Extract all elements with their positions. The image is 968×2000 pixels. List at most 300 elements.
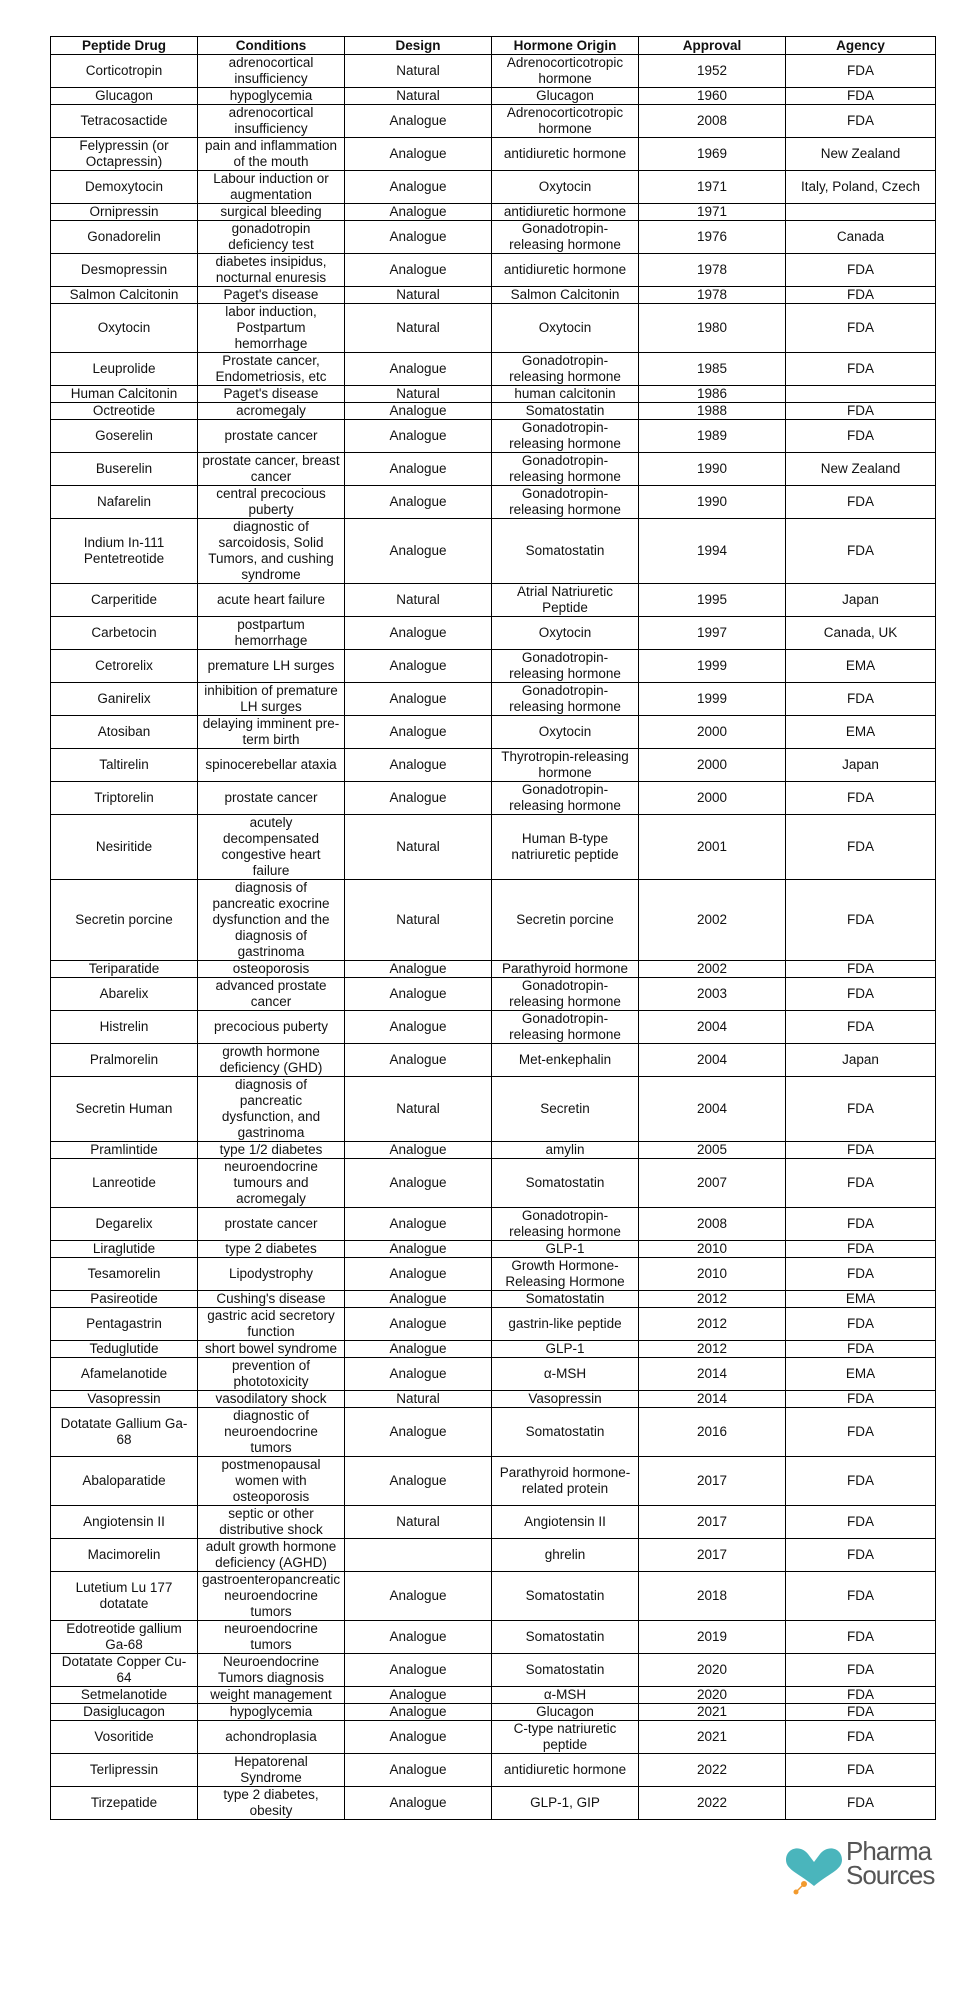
table-cell: FDA: [786, 486, 936, 519]
table-header-row: [51, 37, 936, 55]
table-cell: C-type natriuretic peptide: [492, 1721, 639, 1754]
table-cell: Met-enkephalin: [492, 1044, 639, 1077]
table-cell: FDA: [786, 1142, 936, 1159]
table-cell: FDA: [786, 978, 936, 1011]
table-cell: Cetrorelix: [51, 650, 198, 683]
table-cell: Prostate cancer, Endometriosis, etc: [198, 353, 345, 386]
table-cell: Teriparatide: [51, 961, 198, 978]
table-cell: FDA: [786, 1077, 936, 1142]
table-cell: FDA: [786, 304, 936, 353]
table-cell: Natural: [345, 55, 492, 88]
table-cell: 1952: [639, 55, 786, 88]
table-cell: 1990: [639, 486, 786, 519]
table-cell: 2007: [639, 1159, 786, 1208]
table-row: [51, 1391, 936, 1408]
table-row: [51, 1258, 936, 1291]
table-row: [51, 584, 936, 617]
table-cell: 1976: [639, 221, 786, 254]
table-cell: Japan: [786, 1044, 936, 1077]
table-row: [51, 716, 936, 749]
table-cell: FDA: [786, 1687, 936, 1704]
table-cell: Natural: [345, 304, 492, 353]
table-cell: prostate cancer: [198, 420, 345, 453]
table-cell: Adrenocorticotropic hormone: [492, 105, 639, 138]
table-cell: FDA: [786, 1208, 936, 1241]
table-cell: Angiotensin II: [492, 1506, 639, 1539]
table-cell: Gonadotropin-releasing hormone: [492, 782, 639, 815]
table-row: [51, 88, 936, 105]
table-cell: Analogue: [345, 1341, 492, 1358]
table-row: [51, 287, 936, 304]
table-cell: 2016: [639, 1408, 786, 1457]
logo-mark-icon: [780, 1838, 850, 1898]
table-cell: Analogue: [345, 1787, 492, 1820]
table-row: [51, 304, 936, 353]
table-cell: surgical bleeding: [198, 204, 345, 221]
peptide-drug-table: [50, 36, 936, 1820]
table-cell: 2012: [639, 1308, 786, 1341]
table-cell: FDA: [786, 815, 936, 880]
table-cell: FDA: [786, 1308, 936, 1341]
table-cell: 2018: [639, 1572, 786, 1621]
table-cell: FDA: [786, 287, 936, 304]
table-cell: Natural: [345, 386, 492, 403]
table-cell: Analogue: [345, 1457, 492, 1506]
table-cell: 1990: [639, 453, 786, 486]
table-cell: Analogue: [345, 1159, 492, 1208]
table-cell: 2008: [639, 1208, 786, 1241]
table-cell: Nesiritide: [51, 815, 198, 880]
table-cell: 2017: [639, 1457, 786, 1506]
table-cell: delaying imminent pre-term birth: [198, 716, 345, 749]
table-cell: FDA: [786, 55, 936, 88]
table-cell: FDA: [786, 782, 936, 815]
table-cell: Salmon Calcitonin: [51, 287, 198, 304]
table-cell: 2005: [639, 1142, 786, 1159]
table-cell: Analogue: [345, 453, 492, 486]
table-cell: 2004: [639, 1011, 786, 1044]
table-cell: Cushing's disease: [198, 1291, 345, 1308]
table-cell: Hepatorenal Syndrome: [198, 1754, 345, 1787]
table-row: [51, 815, 936, 880]
table-cell: Gonadotropin-releasing hormone: [492, 683, 639, 716]
table-cell: Gonadotropin-releasing hormone: [492, 650, 639, 683]
table-cell: FDA: [786, 105, 936, 138]
table-cell: precocious puberty: [198, 1011, 345, 1044]
column-header: Agency: [786, 37, 936, 55]
table-cell: 2022: [639, 1754, 786, 1787]
table-cell: Gonadotropin-releasing hormone: [492, 486, 639, 519]
table-cell: Pasireotide: [51, 1291, 198, 1308]
table-cell: spinocerebellar ataxia: [198, 749, 345, 782]
table-cell: 1971: [639, 204, 786, 221]
table-cell: short bowel syndrome: [198, 1341, 345, 1358]
table-cell: FDA: [786, 1721, 936, 1754]
table-row: [51, 1208, 936, 1241]
table-cell: 2021: [639, 1704, 786, 1721]
table-cell: Nafarelin: [51, 486, 198, 519]
table-cell: postpartum hemorrhage: [198, 617, 345, 650]
table-cell: FDA: [786, 1506, 936, 1539]
table-cell: EMA: [786, 716, 936, 749]
table-cell: Somatostatin: [492, 1572, 639, 1621]
table-cell: Analogue: [345, 1142, 492, 1159]
table-row: [51, 386, 936, 403]
table-cell: FDA: [786, 1341, 936, 1358]
table-cell: prostate cancer, breast cancer: [198, 453, 345, 486]
table-cell: septic or other distributive shock: [198, 1506, 345, 1539]
table-cell: Pentagastrin: [51, 1308, 198, 1341]
table-row: [51, 204, 936, 221]
table-cell: Labour induction or augmentation: [198, 171, 345, 204]
table-cell: Vasopressin: [51, 1391, 198, 1408]
table-cell: Goserelin: [51, 420, 198, 453]
table-cell: weight management: [198, 1687, 345, 1704]
table-cell: Atrial Natriuretic Peptide: [492, 584, 639, 617]
table-cell: Carperitide: [51, 584, 198, 617]
table-cell: Tetracosactide: [51, 105, 198, 138]
table-cell: GLP-1: [492, 1241, 639, 1258]
table-row: [51, 1011, 936, 1044]
table-cell: 2020: [639, 1687, 786, 1704]
column-header: Design: [345, 37, 492, 55]
table-cell: Thyrotropin-releasing hormone: [492, 749, 639, 782]
table-cell: Oxytocin: [492, 171, 639, 204]
table-cell: 1969: [639, 138, 786, 171]
table-cell: 1995: [639, 584, 786, 617]
table-cell: Analogue: [345, 221, 492, 254]
table-cell: Analogue: [345, 1408, 492, 1457]
table-cell: Atosiban: [51, 716, 198, 749]
table-cell: FDA: [786, 880, 936, 961]
table-cell: 2010: [639, 1241, 786, 1258]
table-cell: Analogue: [345, 617, 492, 650]
table-row: [51, 1572, 936, 1621]
table-cell: gonadotropin deficiency test: [198, 221, 345, 254]
table-cell: Japan: [786, 749, 936, 782]
table-cell: Paget's disease: [198, 386, 345, 403]
column-header: Approval: [639, 37, 786, 55]
table-cell: FDA: [786, 1787, 936, 1820]
table-cell: Gonadotropin-releasing hormone: [492, 353, 639, 386]
table-cell: Natural: [345, 1506, 492, 1539]
table-cell: adult growth hormone deficiency (AGHD): [198, 1539, 345, 1572]
table-cell: antidiuretic hormone: [492, 254, 639, 287]
table-cell: Somatostatin: [492, 1408, 639, 1457]
table-cell: Lutetium Lu 177 dotatate: [51, 1572, 198, 1621]
table-cell: Parathyroid hormone: [492, 961, 639, 978]
table-cell: Pramlintide: [51, 1142, 198, 1159]
table-cell: gastrin-like peptide: [492, 1308, 639, 1341]
table-cell: Somatostatin: [492, 1654, 639, 1687]
table-cell: EMA: [786, 1358, 936, 1391]
table-cell: Analogue: [345, 1044, 492, 1077]
table-row: [51, 221, 936, 254]
table-cell: 2014: [639, 1358, 786, 1391]
table-cell: FDA: [786, 420, 936, 453]
table-cell: 2003: [639, 978, 786, 1011]
table-cell: α-MSH: [492, 1687, 639, 1704]
table-cell: Analogue: [345, 1241, 492, 1258]
table-cell: 1988: [639, 403, 786, 420]
table-cell: Gonadorelin: [51, 221, 198, 254]
table-cell: Secretin: [492, 1077, 639, 1142]
table-row: [51, 1077, 936, 1142]
table-cell: 2012: [639, 1341, 786, 1358]
table-cell: 1971: [639, 171, 786, 204]
table-row: [51, 453, 936, 486]
table-cell: 2010: [639, 1258, 786, 1291]
table-cell: neuroendocrine tumours and acromegaly: [198, 1159, 345, 1208]
table-row: [51, 880, 936, 961]
table-cell: Analogue: [345, 1754, 492, 1787]
table-cell: diabetes insipidus, nocturnal enuresis: [198, 254, 345, 287]
table-cell: FDA: [786, 254, 936, 287]
table-cell: Somatostatin: [492, 1291, 639, 1308]
table-cell: Tirzepatide: [51, 1787, 198, 1820]
table-cell: diagnostic of sarcoidosis, Solid Tumors, and cushing syndrome: [198, 519, 345, 584]
table-cell: Paget's disease: [198, 287, 345, 304]
table-cell: α-MSH: [492, 1358, 639, 1391]
table-cell: [345, 1539, 492, 1572]
table-cell: human calcitonin: [492, 386, 639, 403]
table-cell: 1989: [639, 420, 786, 453]
table-cell: Salmon Calcitonin: [492, 287, 639, 304]
table-cell: Analogue: [345, 1308, 492, 1341]
table-cell: Dasiglucagon: [51, 1704, 198, 1721]
table-cell: amylin: [492, 1142, 639, 1159]
table-cell: vasodilatory shock: [198, 1391, 345, 1408]
table-cell: Setmelanotide: [51, 1687, 198, 1704]
table-cell: acute heart failure: [198, 584, 345, 617]
table-row: [51, 486, 936, 519]
table-cell: achondroplasia: [198, 1721, 345, 1754]
table-cell: adrenocortical insufficiency: [198, 105, 345, 138]
table-cell: Analogue: [345, 1621, 492, 1654]
table-row: [51, 254, 936, 287]
table-cell: acutely decompensated congestive heart failure: [198, 815, 345, 880]
table-cell: 1980: [639, 304, 786, 353]
table-cell: Analogue: [345, 1291, 492, 1308]
table-cell: 2014: [639, 1391, 786, 1408]
table-cell: Growth Hormone-Releasing Hormone: [492, 1258, 639, 1291]
table-row: [51, 683, 936, 716]
table-cell: Lanreotide: [51, 1159, 198, 1208]
table-cell: Analogue: [345, 171, 492, 204]
table-cell: diagnostic of neuroendocrine tumors: [198, 1408, 345, 1457]
table-cell: Analogue: [345, 782, 492, 815]
table-cell: hypoglycemia: [198, 88, 345, 105]
table-cell: FDA: [786, 88, 936, 105]
table-cell: FDA: [786, 1621, 936, 1654]
table-cell: antidiuretic hormone: [492, 138, 639, 171]
table-row: [51, 1654, 936, 1687]
table-cell: Human B-type natriuretic peptide: [492, 815, 639, 880]
table-cell: New Zealand: [786, 453, 936, 486]
table-cell: growth hormone deficiency (GHD): [198, 1044, 345, 1077]
table-cell: Glucagon: [51, 88, 198, 105]
table-cell: diagnosis of pancreatic exocrine dysfunction and the diagnosis of gastrinoma: [198, 880, 345, 961]
table-cell: Vasopressin: [492, 1391, 639, 1408]
table-cell: Indium In-111 Pentetreotide: [51, 519, 198, 584]
column-header: Hormone Origin: [492, 37, 639, 55]
table-row: [51, 1787, 936, 1820]
table-cell: 2008: [639, 105, 786, 138]
table-cell: Taltirelin: [51, 749, 198, 782]
table-cell: Analogue: [345, 1572, 492, 1621]
table-cell: neuroendocrine tumors: [198, 1621, 345, 1654]
table-cell: prevention of phototoxicity: [198, 1358, 345, 1391]
table-cell: Secretin porcine: [492, 880, 639, 961]
table-cell: 1999: [639, 683, 786, 716]
table-cell: Natural: [345, 1391, 492, 1408]
table-cell: Octreotide: [51, 403, 198, 420]
table-cell: Lipodystrophy: [198, 1258, 345, 1291]
table-cell: [786, 386, 936, 403]
table-cell: Vosoritide: [51, 1721, 198, 1754]
table-cell: type 2 diabetes, obesity: [198, 1787, 345, 1820]
table-cell: 1986: [639, 386, 786, 403]
table-cell: 2000: [639, 782, 786, 815]
table-cell: Secretin Human: [51, 1077, 198, 1142]
table-cell: FDA: [786, 1011, 936, 1044]
table-cell: Liraglutide: [51, 1241, 198, 1258]
table-cell: central precocious puberty: [198, 486, 345, 519]
table-cell: Analogue: [345, 254, 492, 287]
table-cell: 2012: [639, 1291, 786, 1308]
table-cell: [786, 204, 936, 221]
table-cell: Buserelin: [51, 453, 198, 486]
table-cell: FDA: [786, 1408, 936, 1457]
table-cell: Canada, UK: [786, 617, 936, 650]
table-cell: prostate cancer: [198, 782, 345, 815]
table-cell: Analogue: [345, 486, 492, 519]
table-row: [51, 1159, 936, 1208]
table-cell: Italy, Poland, Czech: [786, 171, 936, 204]
table-cell: antidiuretic hormone: [492, 204, 639, 221]
table-cell: Japan: [786, 584, 936, 617]
table-cell: Analogue: [345, 961, 492, 978]
table-cell: Analogue: [345, 1258, 492, 1291]
table-row: [51, 171, 936, 204]
table-cell: antidiuretic hormone: [492, 1754, 639, 1787]
table-cell: inhibition of premature LH surges: [198, 683, 345, 716]
table-cell: Angiotensin II: [51, 1506, 198, 1539]
table-cell: Analogue: [345, 1704, 492, 1721]
table-cell: Somatostatin: [492, 1621, 639, 1654]
table-cell: New Zealand: [786, 138, 936, 171]
table-row: [51, 1241, 936, 1258]
table-cell: EMA: [786, 1291, 936, 1308]
table-cell: Abarelix: [51, 978, 198, 1011]
table-cell: Neuroendocrine Tumors diagnosis: [198, 1654, 345, 1687]
table-cell: Gonadotropin-releasing hormone: [492, 978, 639, 1011]
table-cell: Analogue: [345, 105, 492, 138]
table-cell: diagnosis of pancreatic dysfunction, and gastrinoma: [198, 1077, 345, 1142]
table-cell: 2000: [639, 749, 786, 782]
table-cell: FDA: [786, 1241, 936, 1258]
table-cell: Degarelix: [51, 1208, 198, 1241]
table-cell: FDA: [786, 353, 936, 386]
table-cell: Natural: [345, 584, 492, 617]
table-cell: Felypressin (or Octapressin): [51, 138, 198, 171]
table-cell: prostate cancer: [198, 1208, 345, 1241]
table-cell: 2004: [639, 1044, 786, 1077]
table-cell: adrenocortical insufficiency: [198, 55, 345, 88]
table-cell: premature LH surges: [198, 650, 345, 683]
table-cell: Gonadotropin-releasing hormone: [492, 1011, 639, 1044]
table-cell: Oxytocin: [492, 617, 639, 650]
table-row: [51, 782, 936, 815]
table-row: [51, 1539, 936, 1572]
table-cell: Analogue: [345, 716, 492, 749]
table-cell: Gonadotropin-releasing hormone: [492, 453, 639, 486]
table-cell: Terlipressin: [51, 1754, 198, 1787]
column-header: Conditions: [198, 37, 345, 55]
table-cell: Ornipressin: [51, 204, 198, 221]
table-cell: 2002: [639, 880, 786, 961]
table-cell: postmenopausal women with osteoporosis: [198, 1457, 345, 1506]
table-cell: FDA: [786, 519, 936, 584]
table-cell: Tesamorelin: [51, 1258, 198, 1291]
table-cell: Somatostatin: [492, 1159, 639, 1208]
table-cell: 1978: [639, 254, 786, 287]
table-row: [51, 1704, 936, 1721]
table-cell: type 2 diabetes: [198, 1241, 345, 1258]
table-cell: Canada: [786, 221, 936, 254]
table-cell: Pralmorelin: [51, 1044, 198, 1077]
table-cell: Analogue: [345, 1721, 492, 1754]
table-cell: hypoglycemia: [198, 1704, 345, 1721]
table-cell: Oxytocin: [51, 304, 198, 353]
table-cell: Dotatate Gallium Ga-68: [51, 1408, 198, 1457]
logo-text-sources: Sources: [846, 1860, 935, 1890]
table-cell: Gonadotropin-releasing hormone: [492, 1208, 639, 1241]
table-cell: FDA: [786, 683, 936, 716]
table-row: [51, 420, 936, 453]
table-cell: Natural: [345, 880, 492, 961]
table-cell: Abaloparatide: [51, 1457, 198, 1506]
table-cell: FDA: [786, 1654, 936, 1687]
table-cell: gastric acid secretory function: [198, 1308, 345, 1341]
table-row: [51, 961, 936, 978]
table-cell: Analogue: [345, 1011, 492, 1044]
table-cell: Gonadotropin-releasing hormone: [492, 420, 639, 453]
table-cell: GLP-1, GIP: [492, 1787, 639, 1820]
table-cell: osteoporosis: [198, 961, 345, 978]
table-cell: pain and inflammation of the mouth: [198, 138, 345, 171]
column-header: Peptide Drug: [51, 37, 198, 55]
table-cell: FDA: [786, 1572, 936, 1621]
table-cell: 1985: [639, 353, 786, 386]
table-cell: FDA: [786, 1539, 936, 1572]
logo-text-pharma: Pharma: [846, 1836, 932, 1866]
table-cell: advanced prostate cancer: [198, 978, 345, 1011]
table-row: [51, 1308, 936, 1341]
table-row: [51, 403, 936, 420]
table-cell: FDA: [786, 961, 936, 978]
table-cell: Somatostatin: [492, 519, 639, 584]
table-cell: Analogue: [345, 683, 492, 716]
table-cell: 1997: [639, 617, 786, 650]
table-cell: Analogue: [345, 650, 492, 683]
table-row: [51, 1291, 936, 1308]
table-cell: Analogue: [345, 1358, 492, 1391]
table-cell: Oxytocin: [492, 304, 639, 353]
table-cell: type 1/2 diabetes: [198, 1142, 345, 1159]
table-cell: FDA: [786, 1391, 936, 1408]
table-cell: Analogue: [345, 353, 492, 386]
